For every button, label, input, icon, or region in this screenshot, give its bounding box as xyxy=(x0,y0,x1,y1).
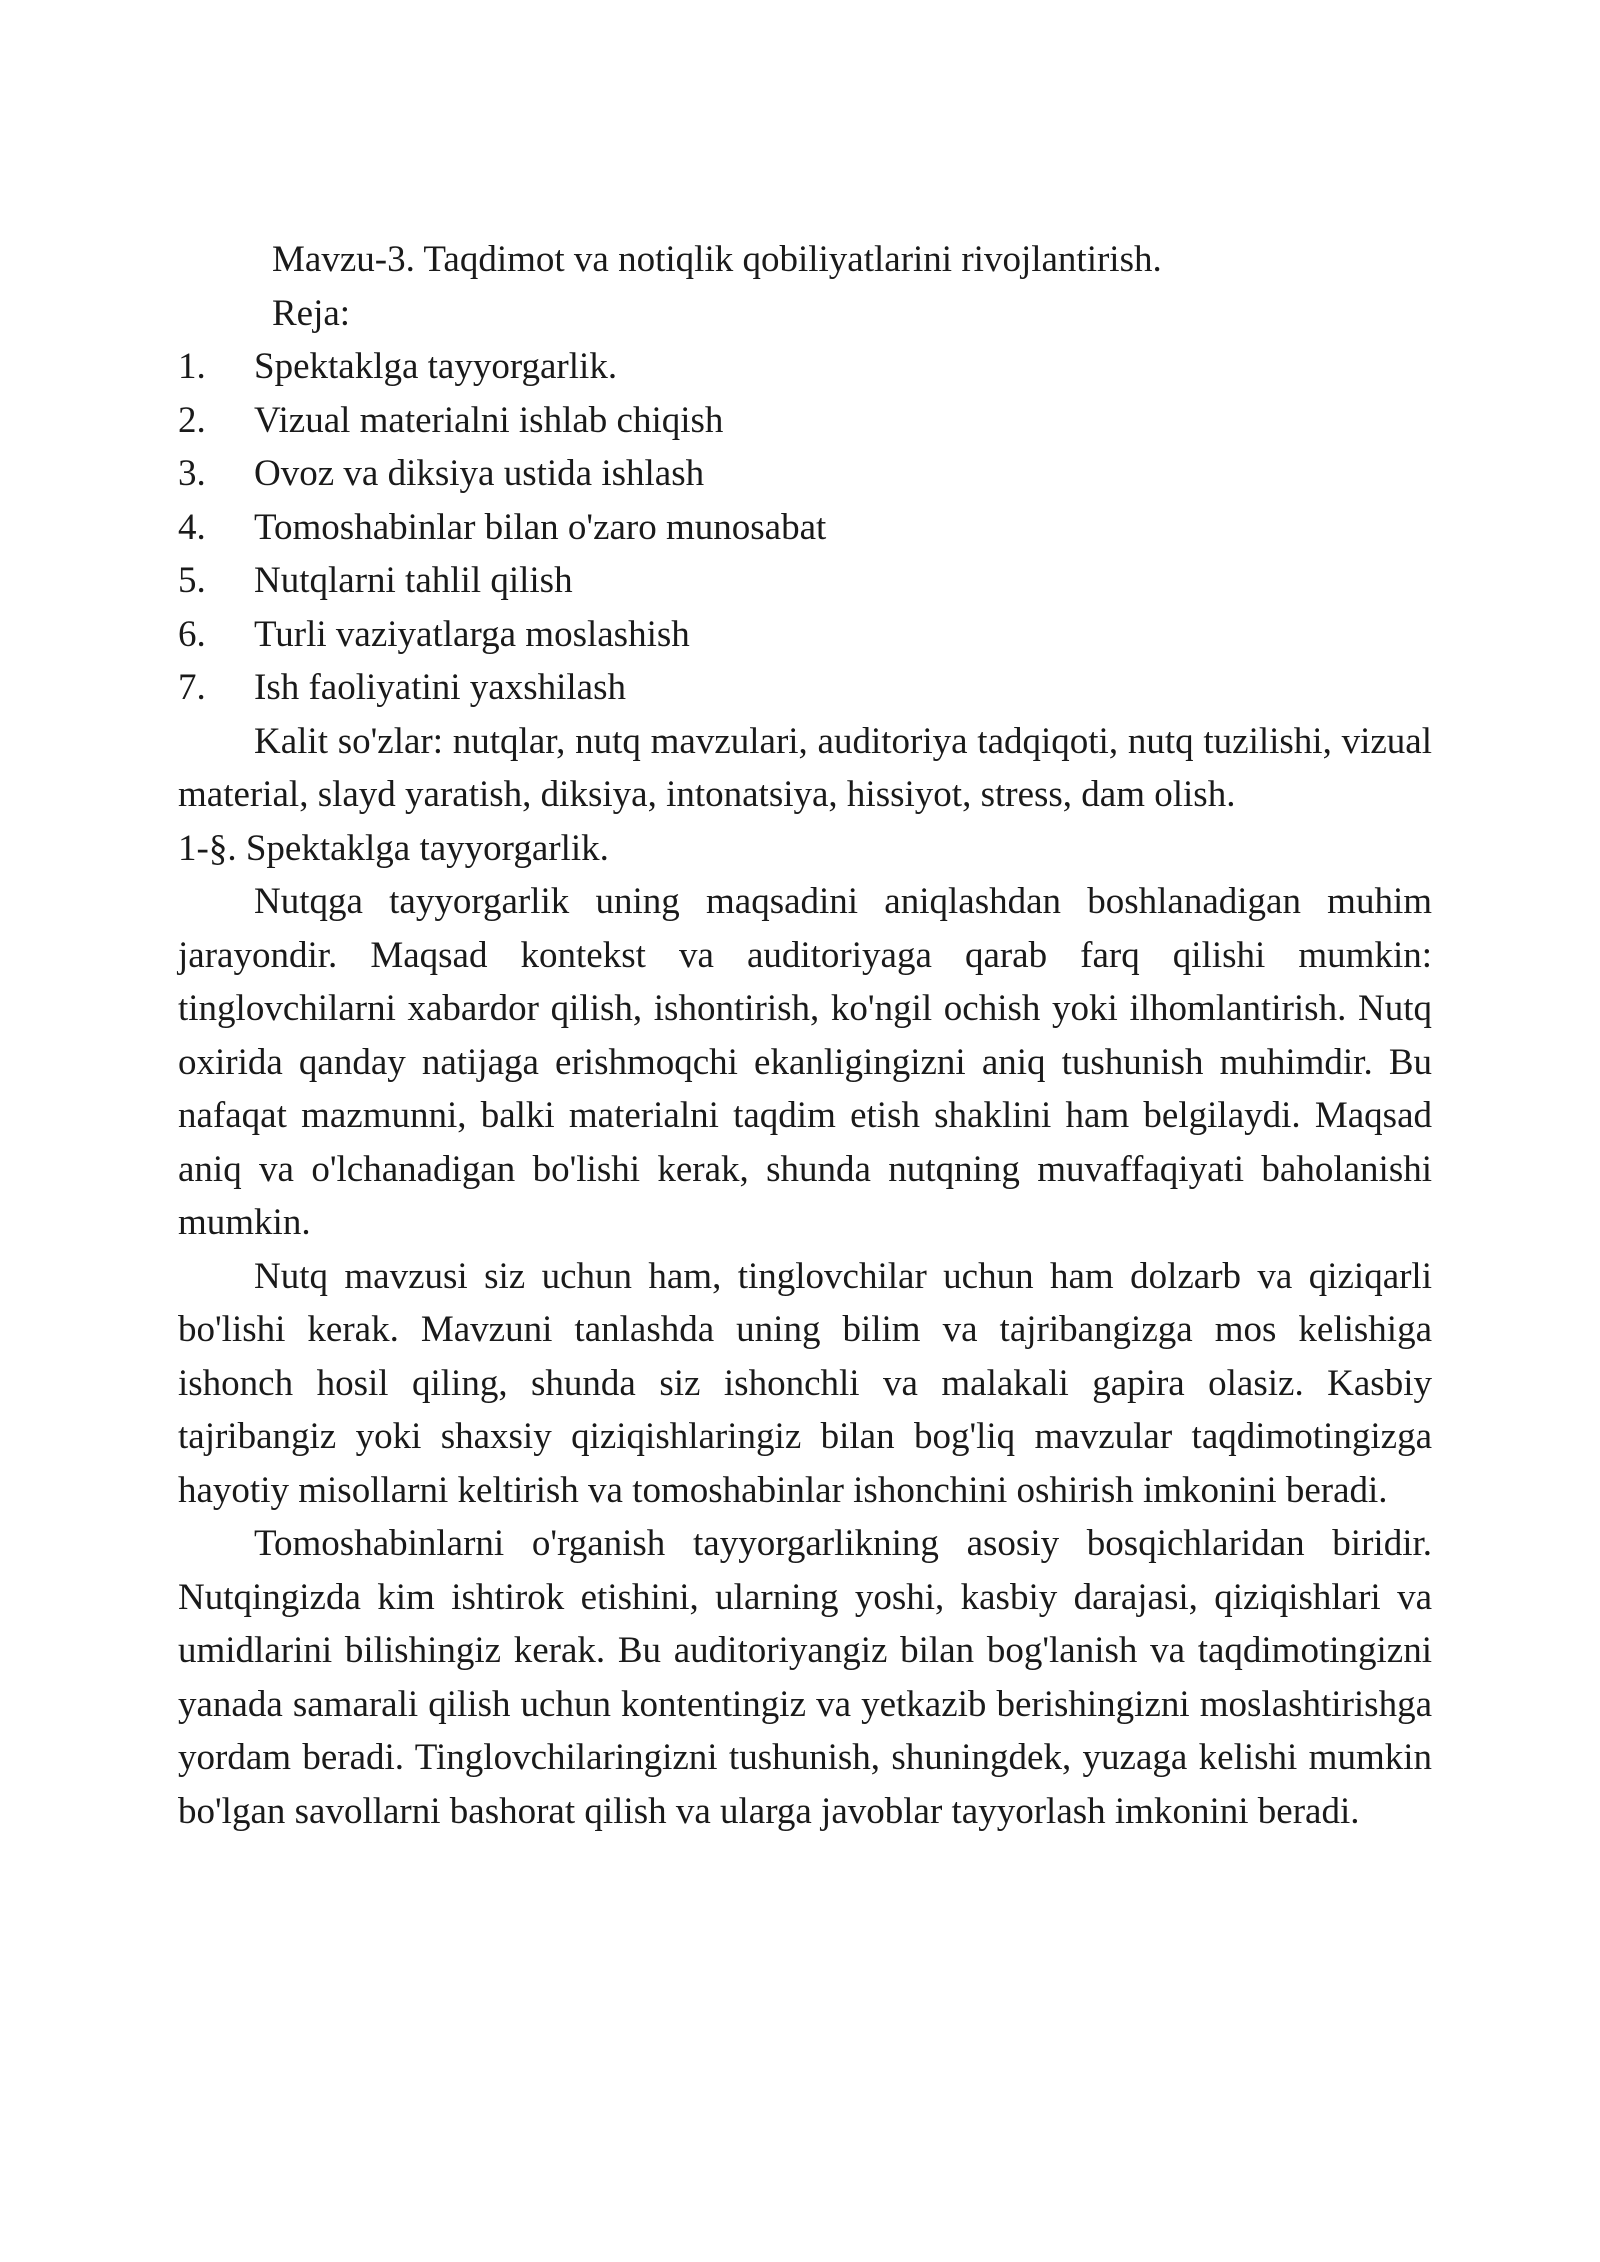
plan-item xyxy=(178,554,1432,608)
section-heading: 1-§. Spektaklga tayyorgarlik. xyxy=(178,827,609,869)
plan-item-text: Nutqlarni tahlil qilish xyxy=(254,560,573,601)
keywords-paragraph: Kalit so'zlar: nutqlar, nutq mavzulari, auditoriya tadqiqoti, nutq tuzilishi, vizual material, slayd yaratish, diksiya, intonatsiya, hissiyot, stress, dam olish. xyxy=(178,720,1432,815)
plan-item-text: Vizual materialni ishlab chiqish xyxy=(254,399,724,441)
body-paragraph: Nutqga tayyorgarlik uning maqsadini aniqlashdan boshlanadigan muhim jarayondir. Maqsad kontekst va auditoriyaga qarab farq qilishi mumkin: tinglovchilarni xabardor qilish, ishontirish, ko'ngil ochish yoki ilhomlantirish. Nutq oxirida qanday natijaga erishmoqchi ekanligingizni aniq tushunish muhimdir. Bu nafaqat mazmunni, balki materialni taqdim etish shaklini ham belgilaydi. Maqsad aniq va o'lchanadigan bo'lishi kerak, shunda nutqning muvaffaqiyati baholanishi mumkin. xyxy=(178,881,1432,1243)
plan-item-text: Turli vaziyatlarga moslashish xyxy=(254,613,690,655)
plan-item-text: Ovoz va diksiya ustida ishlash xyxy=(254,453,705,494)
plan-item-number: 4. xyxy=(178,506,206,548)
document-title: Mavzu-3. Taqdimot va notiqlik qobiliyatlarini rivojlantirish. xyxy=(272,239,1162,280)
plan-item-number: 5. xyxy=(178,560,206,601)
plan-item-number: 1. xyxy=(178,346,206,387)
plan-list xyxy=(178,340,1432,715)
plan-item xyxy=(178,661,1432,715)
body-paragraph: Tomoshabinlarni o'rganish tayyorgarlikning asosiy bosqichlaridan biridir. Nutqingizda kim ishtirok etishini, ularning yoshi, kasbiy darajasi, qiziqishlari va umidlarini bilishingiz kerak. Bu auditoriyangiz bilan bog'lanish va taqdimotingizni yanada samarali qilish uchun kontentingiz va yetkazib berishingizni moslashtirishga yordam beradi. Tinglovchilaringizni tushunish, shuningdek, yuzaga kelishi mumkin bo'lgan savollarni bashorat qilish va ularga javoblar tayyorlash imkonini beradi. xyxy=(178,1523,1432,1832)
plan-item-text: Tomoshabinlar bilan o'zaro munosabat xyxy=(254,506,827,548)
plan-item xyxy=(178,340,1432,394)
plan-item-number: 6. xyxy=(178,613,206,655)
body-paragraph: Nutq mavzusi siz uchun ham, tinglovchilar uchun ham dolzarb va qiziqarli bo'lishi kerak. Mavzuni tanlashda uning bilim va tajribangizga mos kelishiga ishonch hosil qiling, shunda siz ishonchli va malakali gapira olasiz. Kasbiy tajribangiz yoki shaxsiy qiziqishlaringiz bilan bog'liq mavzular taqdimotingizga hayotiy misollarni keltirish va tomoshabinlar ishonchini oshirish imkonini beradi. xyxy=(178,1255,1432,1511)
plan-item-text: Spektaklga tayyorgarlik. xyxy=(254,346,618,387)
plan-item-number: 3. xyxy=(178,453,206,494)
plan-item xyxy=(178,501,1432,555)
plan-item-number: 2. xyxy=(178,399,206,441)
plan-item xyxy=(178,394,1432,448)
plan-item-number: 7. xyxy=(178,667,206,708)
document-page xyxy=(178,233,1432,1838)
plan-item-text: Ish faoliyatini yaxshilash xyxy=(254,667,626,708)
plan-item xyxy=(178,447,1432,501)
plan-label: Reja: xyxy=(272,292,351,334)
plan-item xyxy=(178,608,1432,662)
